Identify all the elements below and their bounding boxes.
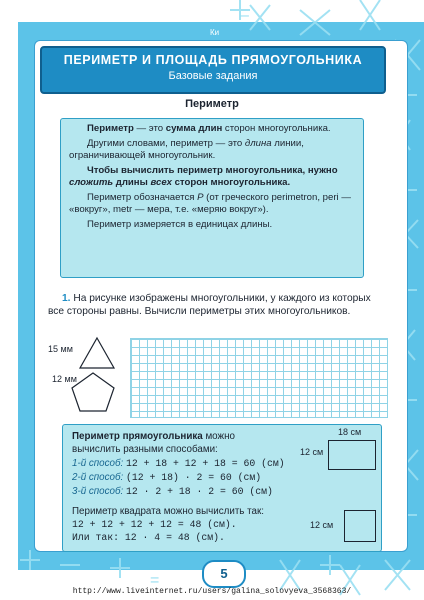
svg-text:=: = (150, 572, 160, 589)
rectangle-height-label: 12 см (300, 447, 324, 457)
triangle-side-label: 15 мм (48, 344, 73, 354)
square-rule-line-1: Периметр квадрата можно вычислить так: (72, 506, 264, 517)
square-figure (344, 510, 376, 542)
rectangle-figure (328, 440, 376, 470)
term-sum: сумма длин (165, 123, 223, 134)
rectangle-rule-line-1: Периметр прямоугольника можно (72, 431, 235, 442)
definition-paragraph-3: Чтобы вычислить периметр многоугольника, нужно сложить длины всех сторон многоугольника. (69, 165, 338, 188)
method-3: 3-й способ: 12 · 2 + 18 · 2 = 60 (см) (72, 486, 273, 497)
task-text: На рисунке изображены многоугольники, у каждого из которых все стороны равны. Вычисли периметры этих многоугольников. (48, 293, 371, 317)
page-number: 5 (202, 560, 246, 588)
chapter-tab-text: Ки (210, 28, 220, 37)
definition-box (60, 118, 364, 278)
perimeter-symbol: P (197, 192, 204, 203)
square-rule-line-3: Или так: 12 · 4 = 48 (см). (72, 532, 225, 543)
chapter-header (40, 46, 386, 94)
definition-paragraph-4: Периметр обозначается P (от греческого perimetron, peri — «вокруг», metr — мера, т.е. «меряю вокруг»). (69, 192, 351, 215)
pentagon-shape (70, 371, 116, 413)
method-2: 2-й способ: (12 + 18) · 2 = 60 (см) (72, 472, 262, 483)
square-side-label: 12 см (310, 520, 334, 530)
section-title: Периметр (185, 98, 239, 110)
task-number: 1. (62, 293, 71, 304)
answer-grid[interactable] (130, 338, 388, 418)
rectangle-rule-line-2: вычислить разными способами: (72, 444, 218, 455)
svg-text:–: – (240, 7, 249, 24)
chapter-title: ПЕРИМЕТР И ПЛОЩАДЬ ПРЯМОУГОЛЬНИКА (63, 53, 363, 67)
triangle-shape (78, 336, 116, 370)
pentagon-side-label: 12 мм (52, 374, 77, 384)
term-perimeter: Периметр (87, 123, 134, 134)
rectangle-width-label: 18 см (338, 427, 362, 437)
source-url-watermark: http://www.liveinternet.ru/users/galina_solovyeva_3568363/ (72, 587, 352, 596)
square-rule-line-2: 12 + 12 + 12 + 12 = 48 (см). (72, 519, 237, 530)
task-1 (48, 292, 388, 318)
chapter-subtitle: Базовые задания (168, 70, 258, 82)
method-1: 1-й способ: 12 + 18 + 12 + 18 = 60 (см) (72, 458, 285, 469)
definition-paragraph-2: Другими словами, периметр — это длина линии, ограничивающей многоугольник. (69, 138, 304, 161)
definition-paragraph-5: Периметр измеряется в единицах длины. (87, 219, 273, 230)
definition-paragraph-1: Периметр — это сумма длин сторон многоугольника. (87, 123, 331, 134)
